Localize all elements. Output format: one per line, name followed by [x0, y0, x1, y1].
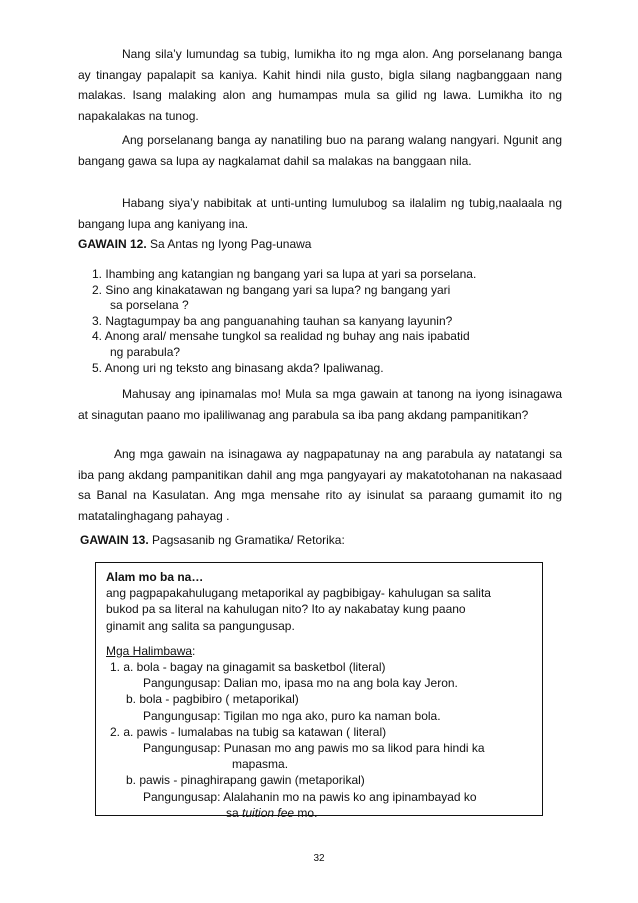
- box-intro-line: bukod pa sa literal na kahulugan nito? Ito ay nakabatay kung paano: [106, 602, 466, 617]
- gawain-13-heading: [80, 533, 345, 547]
- example-1b-sentence: Pangungusap: Tigilan mo nga ako, puro ka naman bola.: [143, 708, 441, 723]
- example-2b-sentence-continued: sa tuition fee mo.: [226, 805, 318, 820]
- example-1b: b. bola - pagbibiro ( metaporikal): [126, 692, 299, 707]
- question-item: 2. Sino ang kinakatawan ng bangang yari sa lupa? ng bangang yari: [92, 282, 451, 297]
- question-item: 4. Anong aral/ mensahe tungkol sa realidad ng buhay ang nais ipabatid: [92, 329, 470, 344]
- question-item: 5. Anong uri ng teksto ang binasang akda? Ipaliwanag.: [92, 360, 384, 375]
- question-item: 1. Ihambing ang katangian ng bangang yari sa lupa at yari sa porselana.: [92, 267, 477, 281]
- examples-label: Mga Halimbawa:: [106, 643, 196, 658]
- gawain-12-title: Sa Antas ng Iyong Pag-unawa: [146, 237, 312, 251]
- box-intro-line: ang pagpapakahulugang metaporikal ay pagbibigay- kahulugan sa salita: [106, 586, 491, 601]
- question-item: 3. Nagtagumpay ba ang panguanahing tauhan sa kanyang layunin?: [92, 313, 453, 328]
- gawain-13-label: GAWAIN 13.: [80, 533, 149, 547]
- example-2a-sentence: Pangungusap: Punasan mo ang pawis mo sa likod para hindi ka: [143, 741, 485, 756]
- example-2a: 2. a. pawis - lumalabas na tubig sa katawan ( literal): [110, 724, 387, 739]
- paragraph-4: Mahusay ang ipinamalas mo! Mula sa mga gawain at tanong na iyong isinagawa at sinagutan paano mo ipaliliwanag ang parabula sa iba pang akdang pampanitikan?: [78, 387, 562, 422]
- page-number: 32: [313, 853, 325, 864]
- gawain-12-heading: [78, 237, 311, 251]
- gawain-12-questions: [92, 267, 552, 376]
- paragraph-5: Ang mga gawain na isinagawa ay nagpapatunay na ang parabula ay natatangi sa iba pang akdang pampanitikan dahil ang mga pangyayari ay makatotohanan na nakasaad sa Banal na Kasulatan. Ang mga mensahe rito ay isinulat sa paraang gumamit ito ng matatalinghagang pahayag .: [78, 447, 562, 523]
- question-item-continued: ng parabula?: [110, 344, 181, 359]
- box-intro-line: ginamit ang salita sa pangungusap.: [106, 618, 295, 633]
- example-1a-sentence: Pangungusap: Dalian mo, ipasa mo na ang bola kay Jeron.: [143, 676, 458, 691]
- paragraph-2: Ang porselanang banga ay nanatiling buo na parang walang nangyari. Ngunit ang bangang gawa sa lupa ay nagkalamat dahil sa malakas na banggaan nila.: [78, 133, 562, 168]
- box-heading: Alam mo ba na…: [106, 570, 204, 584]
- gawain-12-label: GAWAIN 12.: [78, 237, 147, 251]
- paragraph-1: Nang sila’y lumundag sa tubig, lumikha ito ng mga alon. Ang porselanang banga ay tinangay papalapit sa kaniya. Kahit hindi nila gusto, bigla silang nagbanggaan nang malakas. Isang malaking alon ang humampas mula sa gilid ng lawa. Lumikha ito ng napakalakas na tunog.: [78, 47, 562, 123]
- question-item-continued: sa porselana ?: [110, 298, 189, 313]
- paragraph-3: Habang siya’y nabibitak at unti-unting lumulubog sa ilalalim ng tubig,naalaala ng bangang lupa ang kaniyang ina.: [78, 196, 562, 231]
- alam-mo-ba-box: [95, 562, 543, 820]
- gawain-13-title: Pagsasanib ng Gramatika/ Retorika:: [148, 533, 345, 547]
- example-2a-sentence-continued: mapasma.: [232, 757, 289, 772]
- example-2b-sentence: Pangungusap: Alalahanin mo na pawis ko ang ipinambayad ko: [143, 789, 477, 804]
- example-1a: 1. a. bola - bagay na ginagamit sa basketbol (literal): [110, 660, 386, 675]
- example-2b: b. pawis - pinaghirapang gawin (metaporikal): [126, 773, 365, 788]
